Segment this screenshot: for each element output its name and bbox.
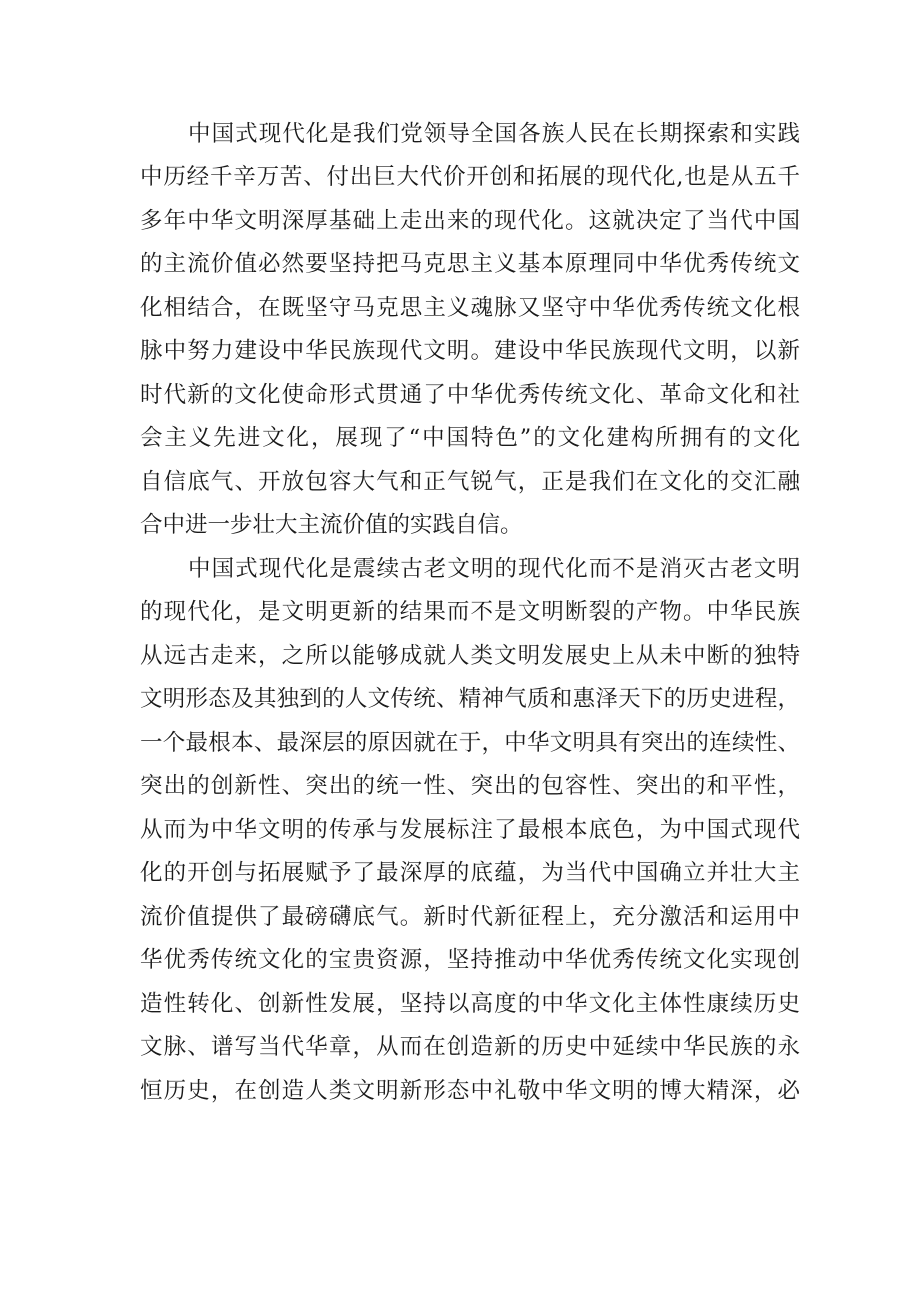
text-line: 会主义先进文化，展现了“中国特色”的文化建构所拥有的文化 xyxy=(140,425,800,451)
text-line: 恒历史，在创造人类文明新形态中礼敬中华文明的博大精深，必 xyxy=(140,1078,800,1104)
text-line: 从而为中华文明的传承与发展标注了最根本底色，为中国式现代 xyxy=(140,817,800,843)
text-line: 一个最根本、最深层的原因就在于，中华文明具有突出的连续性、 xyxy=(140,730,800,756)
text-line: 自信底气、开放包容大气和正气锐气，正是我们在文化的交汇融 xyxy=(140,469,800,495)
text-line: 中国式现代化是我们党领导全国各族人民在长期探索和实践 xyxy=(188,121,800,147)
text-line: 造性转化、创新性发展，坚持以高度的中华文化主体性康续历史 xyxy=(140,991,800,1017)
text-line: 的主流价值必然要坚持把马克思主义基本原理同中华优秀传统文 xyxy=(140,251,800,277)
text-line: 合中进一步壮大主流价值的实践自信。 xyxy=(140,512,523,538)
text-line: 中历经千辛万苦、付出巨大代价开创和拓展的现代化,也是从五千 xyxy=(140,164,800,190)
text-line: 的现代化，是文明更新的结果而不是文明断裂的产物。中华民族 xyxy=(140,599,800,625)
text-line: 文脉、谱写当代华章，从而在创造新的历史中延续中华民族的永 xyxy=(140,1034,800,1060)
text-line: 多年中华文明深厚基础上走出来的现代化。这就决定了当代中国 xyxy=(140,208,800,234)
text-line: 中国式现代化是震续古老文明的现代化而不是消灭古老文明 xyxy=(188,556,800,582)
text-line: 化相结合，在既坚守马克思主义魂脉又坚守中华优秀传统文化根 xyxy=(140,295,800,321)
text-line: 脉中努力建设中华民族现代文明。建设中华民族现代文明，以新 xyxy=(140,338,800,364)
text-line: 从远古走来，之所以能够成就人类文明发展史上从未中断的独特 xyxy=(140,643,800,669)
text-line: 化的开创与拓展赋予了最深厚的底蕴，为当代中国确立并壮大主 xyxy=(140,860,800,886)
text-line: 华优秀传统文化的宝贵资源，坚持推动中华优秀传统文化实现创 xyxy=(140,947,800,973)
text-line: 突出的创新性、突出的统一性、突出的包容性、突出的和平性， xyxy=(140,773,800,799)
text-line: 流价值提供了最磅礴底气。新时代新征程上，充分激活和运用中 xyxy=(140,904,800,930)
text-line: 文明形态及其独到的人文传统、精神气质和惠泽天下的历史进程， xyxy=(140,686,800,712)
text-line: 时代新的文化使命形式贯通了中华优秀传统文化、革命文化和社 xyxy=(140,382,800,408)
